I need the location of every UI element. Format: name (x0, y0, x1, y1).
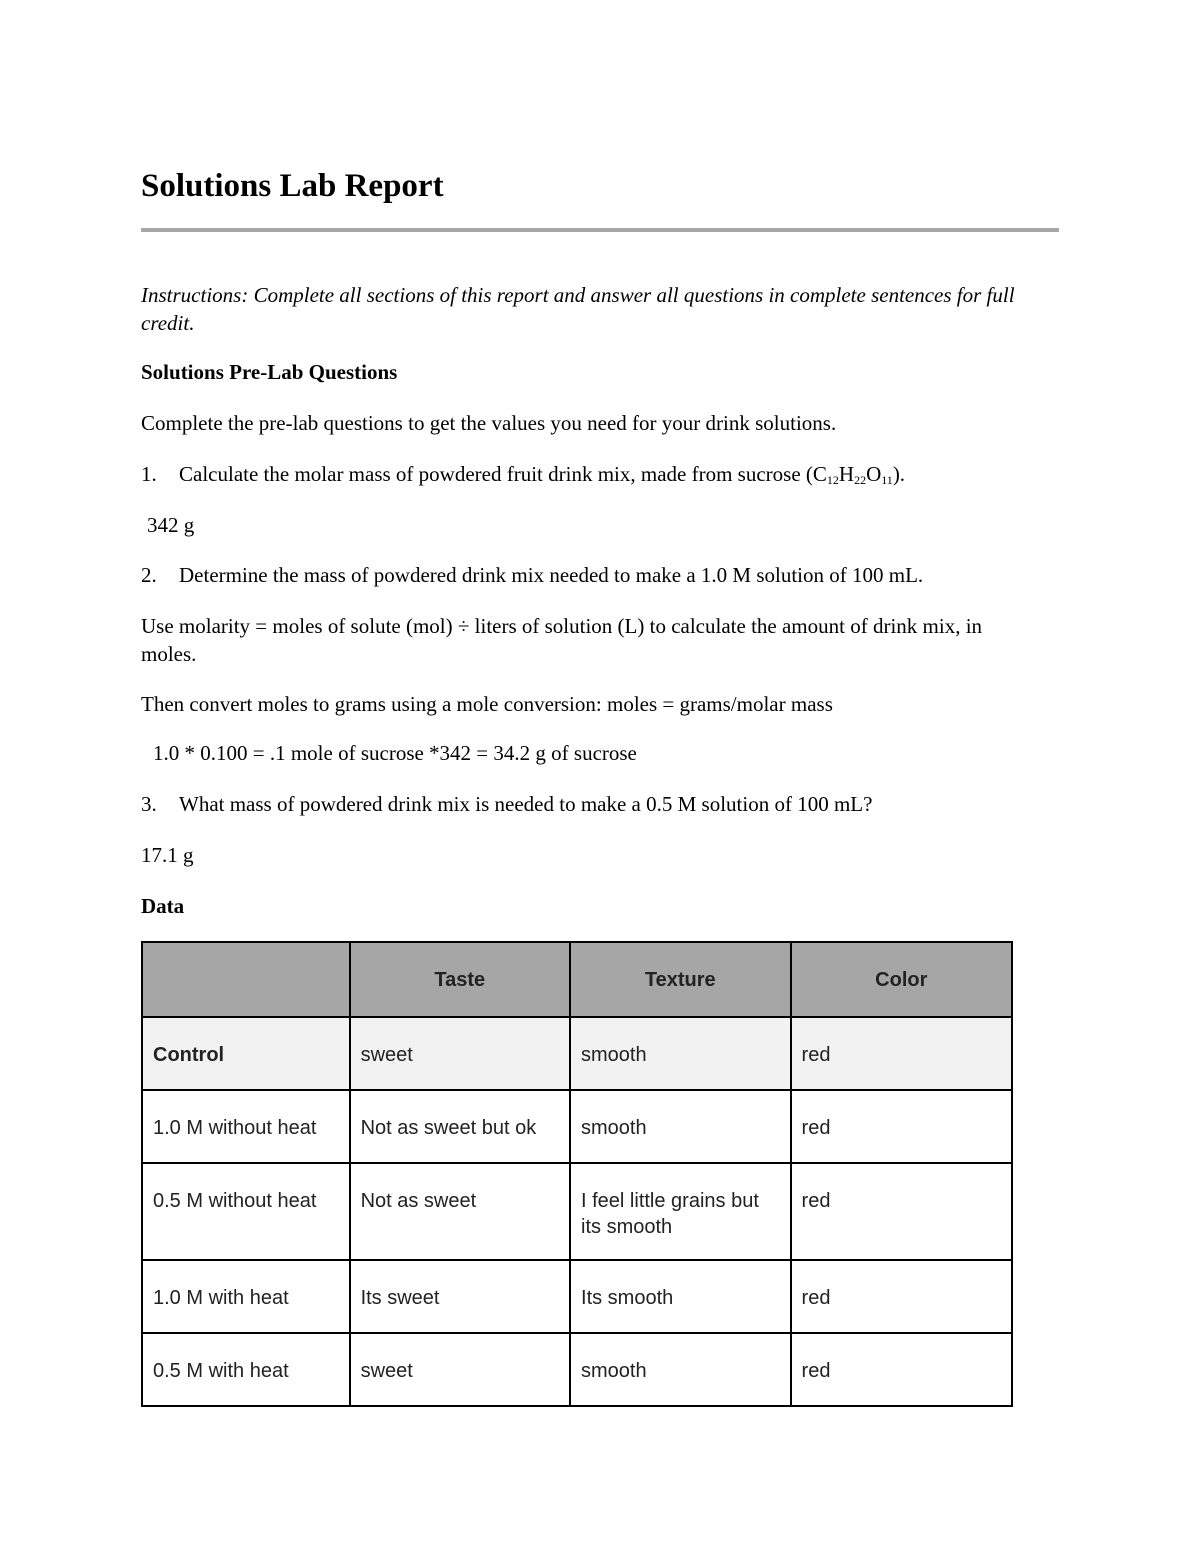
answer-3: 17.1 g (141, 843, 194, 867)
table-row (142, 1163, 1012, 1260)
table-cell-taste: sweet (350, 1017, 570, 1090)
table-cell-texture: I feel little grains but its smooth (570, 1163, 791, 1260)
title-divider (141, 228, 1059, 232)
table-row (142, 1017, 1012, 1090)
question-1-text: Calculate the molar mass of powdered fruit drink mix, made from sucrose (C (179, 462, 827, 486)
question-2-hint-conversion: Then convert moles to grams using a mole conversion: moles = grams/molar mass (141, 692, 833, 716)
prelab-heading: Solutions Pre-Lab Questions (141, 360, 398, 384)
table-cell-color: red (791, 1260, 1012, 1333)
question-2-hint-molarity: Use molarity = moles of solute (mol) ÷ liters of solution (L) to calculate the amount of drink mix, in moles. (141, 614, 983, 666)
table-row (142, 1090, 1012, 1163)
instructions-text: Instructions: Complete all sections of this report and answer all questions in complete sentences for full credit. (141, 283, 1015, 335)
question-1-sub-hydrogen: 22 (854, 473, 867, 487)
table-header-row (142, 942, 1012, 1017)
question-1-number: 1. (141, 462, 157, 486)
table-cell-taste: sweet (350, 1333, 570, 1406)
question-1-text-end: ). (892, 462, 906, 486)
answer-2: 1.0 * 0.100 = .1 mole of sucrose *342 = 34.2 g of sucrose (153, 741, 637, 765)
question-1-hydrogen: H (838, 462, 855, 486)
question-3-number: 3. (141, 792, 157, 816)
data-table (141, 941, 1013, 1407)
table-cell-color: red (791, 1333, 1012, 1406)
question-1-sub-oxygen: 11 (881, 473, 893, 487)
table-cell-taste: Its sweet (350, 1260, 570, 1333)
table-cell-taste: Not as sweet but ok (350, 1090, 570, 1163)
table-cell-texture: Its smooth (570, 1260, 791, 1333)
table-cell-texture: smooth (570, 1017, 791, 1090)
table-cell-condition: 1.0 M without heat (142, 1090, 350, 1163)
question-2 (141, 561, 923, 589)
table-cell-color: red (791, 1090, 1012, 1163)
answer-1: 342 g (147, 513, 195, 537)
table-cell-color: red (791, 1017, 1012, 1090)
table-header-color: Color (791, 942, 1012, 1017)
table-header-blank (142, 942, 350, 1017)
page-title: Solutions Lab Report (141, 168, 444, 204)
table-cell-taste: Not as sweet (350, 1163, 570, 1260)
question-3-text: What mass of powdered drink mix is needed to make a 0.5 M solution of 100 mL? (179, 792, 873, 816)
table-header-texture: Texture (570, 942, 791, 1017)
table-row (142, 1260, 1012, 1333)
table-header-taste: Taste (350, 942, 570, 1017)
table-cell-condition: 0.5 M without heat (142, 1163, 350, 1260)
question-1-sub-carbon: 12 (826, 473, 839, 487)
question-2-number: 2. (141, 563, 157, 587)
table-row (142, 1333, 1012, 1406)
data-heading: Data (141, 894, 185, 918)
table-cell-texture: smooth (570, 1090, 791, 1163)
question-1 (141, 460, 905, 488)
table-cell-texture: smooth (570, 1333, 791, 1406)
prelab-intro: Complete the pre-lab questions to get the values you need for your drink solutions. (141, 411, 837, 435)
table-cell-condition: 1.0 M with heat (142, 1260, 350, 1333)
table-cell-condition: Control (142, 1017, 350, 1090)
question-3 (141, 790, 872, 818)
question-2-text: Determine the mass of powdered drink mix needed to make a 1.0 M solution of 100 mL. (179, 563, 924, 587)
question-1-oxygen: O (866, 462, 882, 486)
table-cell-color: red (791, 1163, 1012, 1260)
table-cell-condition: 0.5 M with heat (142, 1333, 350, 1406)
